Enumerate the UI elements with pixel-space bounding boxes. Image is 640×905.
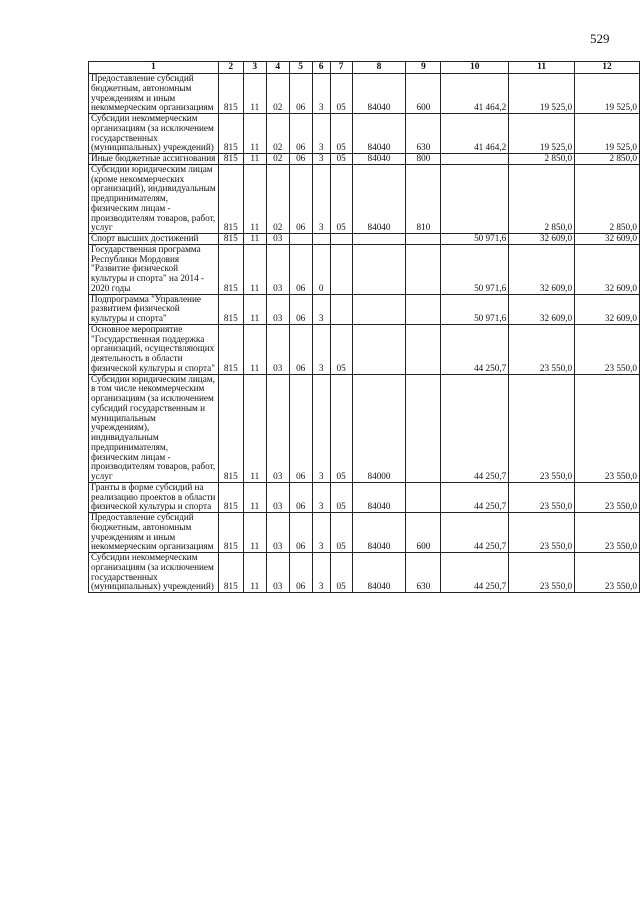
cell-col-2: 815 bbox=[218, 513, 243, 553]
cell-col-10: 44 250,7 bbox=[441, 324, 509, 374]
cell-col-12: 23 550,0 bbox=[575, 374, 640, 482]
cell-col-7: 05 bbox=[330, 482, 352, 512]
cell-col-6 bbox=[312, 234, 330, 245]
column-header: 1 bbox=[89, 62, 219, 74]
cell-col-4: 03 bbox=[266, 374, 289, 482]
cell-col-3: 11 bbox=[243, 164, 266, 233]
cell-col-11: 32 609,0 bbox=[509, 244, 575, 294]
cell-col-10 bbox=[441, 154, 509, 165]
cell-col-8: 84040 bbox=[352, 553, 406, 593]
cell-col-12: 23 550,0 bbox=[575, 553, 640, 593]
row-name: Спорт высших достижений bbox=[89, 234, 219, 245]
cell-col-6: 3 bbox=[312, 374, 330, 482]
cell-col-9 bbox=[406, 482, 441, 512]
header-row bbox=[89, 62, 640, 74]
cell-col-10 bbox=[441, 164, 509, 233]
cell-col-11: 2 850,0 bbox=[509, 154, 575, 165]
cell-col-2: 815 bbox=[218, 154, 243, 165]
budget-table bbox=[88, 61, 640, 593]
cell-col-8: 84040 bbox=[352, 164, 406, 233]
cell-col-5: 06 bbox=[289, 154, 312, 165]
cell-col-9 bbox=[406, 244, 441, 294]
cell-col-8: 84000 bbox=[352, 374, 406, 482]
cell-col-9 bbox=[406, 374, 441, 482]
column-header: 5 bbox=[289, 62, 312, 74]
table-row bbox=[89, 234, 640, 245]
cell-col-5: 06 bbox=[289, 164, 312, 233]
cell-col-11: 2 850,0 bbox=[509, 164, 575, 233]
cell-col-6: 3 bbox=[312, 553, 330, 593]
cell-col-4: 02 bbox=[266, 74, 289, 114]
row-name: Субсидии юридическим лицам, в том числе некоммерческим организациям (за исключением субсидий государственным и муниципальным учреждениям), индивидуальным предпринимателям, физическим лицам - производителям товаров, работ, услуг bbox=[89, 374, 219, 482]
row-name: Субсидии юридическим лицам (кроме некоммерческих организаций), индивидуальным предпринимателям, физическим лицам - производителям товаров, работ, услуг bbox=[89, 164, 219, 233]
cell-col-7 bbox=[330, 234, 352, 245]
table-row bbox=[89, 154, 640, 165]
column-header: 6 bbox=[312, 62, 330, 74]
row-name: Гранты в форме субсидий на реализацию проектов в области физической культуры и спорта bbox=[89, 482, 219, 512]
cell-col-2: 815 bbox=[218, 324, 243, 374]
row-name: Иные бюджетные ассигнования bbox=[89, 154, 219, 165]
cell-col-9: 630 bbox=[406, 553, 441, 593]
cell-col-8: 84040 bbox=[352, 482, 406, 512]
cell-col-5: 06 bbox=[289, 294, 312, 324]
row-name: Предоставление субсидий бюджетным, автономным учреждениям и иным некоммерческим организациям bbox=[89, 74, 219, 114]
cell-col-5: 06 bbox=[289, 513, 312, 553]
table-row bbox=[89, 482, 640, 512]
cell-col-10: 44 250,7 bbox=[441, 374, 509, 482]
cell-col-10: 41 464,2 bbox=[441, 74, 509, 114]
cell-col-6: 3 bbox=[312, 482, 330, 512]
cell-col-9: 600 bbox=[406, 74, 441, 114]
cell-col-5: 06 bbox=[289, 244, 312, 294]
cell-col-10: 50 971,6 bbox=[441, 294, 509, 324]
cell-col-2: 815 bbox=[218, 234, 243, 245]
column-header: 12 bbox=[575, 62, 640, 74]
cell-col-11: 19 525,0 bbox=[509, 74, 575, 114]
table-row bbox=[89, 74, 640, 114]
table-row bbox=[89, 513, 640, 553]
cell-col-6: 0 bbox=[312, 244, 330, 294]
cell-col-6: 3 bbox=[312, 324, 330, 374]
cell-col-10: 41 464,2 bbox=[441, 114, 509, 154]
cell-col-3: 11 bbox=[243, 513, 266, 553]
column-header: 3 bbox=[243, 62, 266, 74]
cell-col-10: 44 250,7 bbox=[441, 482, 509, 512]
table-row bbox=[89, 324, 640, 374]
cell-col-7: 05 bbox=[330, 324, 352, 374]
cell-col-4: 03 bbox=[266, 324, 289, 374]
cell-col-4: 02 bbox=[266, 114, 289, 154]
column-header: 7 bbox=[330, 62, 352, 74]
cell-col-8: 84040 bbox=[352, 513, 406, 553]
row-name: Субсидии некоммерческим организациям (за исключением государственных (муниципальных) учреждений) bbox=[89, 553, 219, 593]
cell-col-3: 11 bbox=[243, 234, 266, 245]
cell-col-3: 11 bbox=[243, 294, 266, 324]
cell-col-11: 23 550,0 bbox=[509, 513, 575, 553]
column-header: 2 bbox=[218, 62, 243, 74]
cell-col-3: 11 bbox=[243, 114, 266, 154]
cell-col-12: 2 850,0 bbox=[575, 164, 640, 233]
page-number: 529 bbox=[590, 31, 610, 46]
row-name: Основное мероприятие "Государственная поддержка организаций, осуществляющих деятельность в области физической культуры и спорта" bbox=[89, 324, 219, 374]
cell-col-7: 05 bbox=[330, 553, 352, 593]
cell-col-7: 05 bbox=[330, 74, 352, 114]
cell-col-3: 11 bbox=[243, 154, 266, 165]
row-name: Государственная программа Республики Мордовия "Развитие физической культуры и спорта" на 2014 - 2020 годы bbox=[89, 244, 219, 294]
cell-col-8: 84040 bbox=[352, 114, 406, 154]
cell-col-2: 815 bbox=[218, 482, 243, 512]
cell-col-5: 06 bbox=[289, 114, 312, 154]
cell-col-10: 50 971,6 bbox=[441, 234, 509, 245]
cell-col-5: 06 bbox=[289, 374, 312, 482]
cell-col-9 bbox=[406, 324, 441, 374]
table-row bbox=[89, 244, 640, 294]
cell-col-12: 23 550,0 bbox=[575, 324, 640, 374]
cell-col-8 bbox=[352, 234, 406, 245]
cell-col-9: 630 bbox=[406, 114, 441, 154]
cell-col-5: 06 bbox=[289, 324, 312, 374]
cell-col-2: 815 bbox=[218, 553, 243, 593]
cell-col-5: 06 bbox=[289, 74, 312, 114]
cell-col-11: 19 525,0 bbox=[509, 114, 575, 154]
column-header: 11 bbox=[509, 62, 575, 74]
cell-col-6: 3 bbox=[312, 294, 330, 324]
cell-col-6: 3 bbox=[312, 74, 330, 114]
cell-col-6: 3 bbox=[312, 154, 330, 165]
cell-col-4: 03 bbox=[266, 244, 289, 294]
cell-col-4: 02 bbox=[266, 154, 289, 165]
cell-col-8: 84040 bbox=[352, 74, 406, 114]
cell-col-12: 2 850,0 bbox=[575, 154, 640, 165]
cell-col-5: 06 bbox=[289, 553, 312, 593]
cell-col-7 bbox=[330, 294, 352, 324]
row-name: Предоставление субсидий бюджетным, автономным учреждениям и иным некоммерческим организациям bbox=[89, 513, 219, 553]
table-row bbox=[89, 164, 640, 233]
cell-col-12: 19 525,0 bbox=[575, 114, 640, 154]
cell-col-7: 05 bbox=[330, 114, 352, 154]
cell-col-12: 32 609,0 bbox=[575, 294, 640, 324]
cell-col-4: 02 bbox=[266, 164, 289, 233]
row-name: Подпрограмма "Управление развитием физической культуры и спорта" bbox=[89, 294, 219, 324]
cell-col-8 bbox=[352, 244, 406, 294]
cell-col-12: 23 550,0 bbox=[575, 513, 640, 553]
cell-col-11: 23 550,0 bbox=[509, 324, 575, 374]
cell-col-11: 32 609,0 bbox=[509, 234, 575, 245]
cell-col-3: 11 bbox=[243, 324, 266, 374]
cell-col-4: 03 bbox=[266, 482, 289, 512]
cell-col-4: 03 bbox=[266, 513, 289, 553]
cell-col-12: 19 525,0 bbox=[575, 74, 640, 114]
cell-col-8 bbox=[352, 324, 406, 374]
row-name: Субсидии некоммерческим организациям (за исключением государственных (муниципальных) учреждений) bbox=[89, 114, 219, 154]
cell-col-9: 810 bbox=[406, 164, 441, 233]
cell-col-8 bbox=[352, 294, 406, 324]
cell-col-7: 05 bbox=[330, 374, 352, 482]
cell-col-2: 815 bbox=[218, 374, 243, 482]
cell-col-11: 23 550,0 bbox=[509, 374, 575, 482]
cell-col-11: 32 609,0 bbox=[509, 294, 575, 324]
cell-col-10: 50 971,6 bbox=[441, 244, 509, 294]
cell-col-6: 3 bbox=[312, 164, 330, 233]
cell-col-7: 05 bbox=[330, 164, 352, 233]
cell-col-2: 815 bbox=[218, 294, 243, 324]
cell-col-3: 11 bbox=[243, 244, 266, 294]
cell-col-6: 3 bbox=[312, 114, 330, 154]
cell-col-10: 44 250,7 bbox=[441, 513, 509, 553]
table-row bbox=[89, 294, 640, 324]
cell-col-3: 11 bbox=[243, 482, 266, 512]
cell-col-4: 03 bbox=[266, 234, 289, 245]
column-header: 8 bbox=[352, 62, 406, 74]
table-row bbox=[89, 374, 640, 482]
cell-col-4: 03 bbox=[266, 294, 289, 324]
cell-col-2: 815 bbox=[218, 244, 243, 294]
table-body bbox=[89, 74, 640, 593]
cell-col-2: 815 bbox=[218, 74, 243, 114]
table-row bbox=[89, 553, 640, 593]
cell-col-7: 05 bbox=[330, 154, 352, 165]
column-header: 10 bbox=[441, 62, 509, 74]
cell-col-4: 03 bbox=[266, 553, 289, 593]
cell-col-8: 84040 bbox=[352, 154, 406, 165]
cell-col-10: 44 250,7 bbox=[441, 553, 509, 593]
cell-col-9 bbox=[406, 234, 441, 245]
cell-col-3: 11 bbox=[243, 553, 266, 593]
cell-col-3: 11 bbox=[243, 74, 266, 114]
cell-col-7: 05 bbox=[330, 513, 352, 553]
cell-col-12: 32 609,0 bbox=[575, 234, 640, 245]
column-header: 9 bbox=[406, 62, 441, 74]
cell-col-9: 600 bbox=[406, 513, 441, 553]
column-header: 4 bbox=[266, 62, 289, 74]
cell-col-6: 3 bbox=[312, 513, 330, 553]
cell-col-7 bbox=[330, 244, 352, 294]
cell-col-11: 23 550,0 bbox=[509, 482, 575, 512]
cell-col-2: 815 bbox=[218, 114, 243, 154]
cell-col-12: 32 609,0 bbox=[575, 244, 640, 294]
cell-col-9 bbox=[406, 294, 441, 324]
cell-col-2: 815 bbox=[218, 164, 243, 233]
cell-col-5 bbox=[289, 234, 312, 245]
cell-col-11: 23 550,0 bbox=[509, 553, 575, 593]
table-row bbox=[89, 114, 640, 154]
cell-col-9: 800 bbox=[406, 154, 441, 165]
cell-col-5: 06 bbox=[289, 482, 312, 512]
cell-col-12: 23 550,0 bbox=[575, 482, 640, 512]
cell-col-3: 11 bbox=[243, 374, 266, 482]
